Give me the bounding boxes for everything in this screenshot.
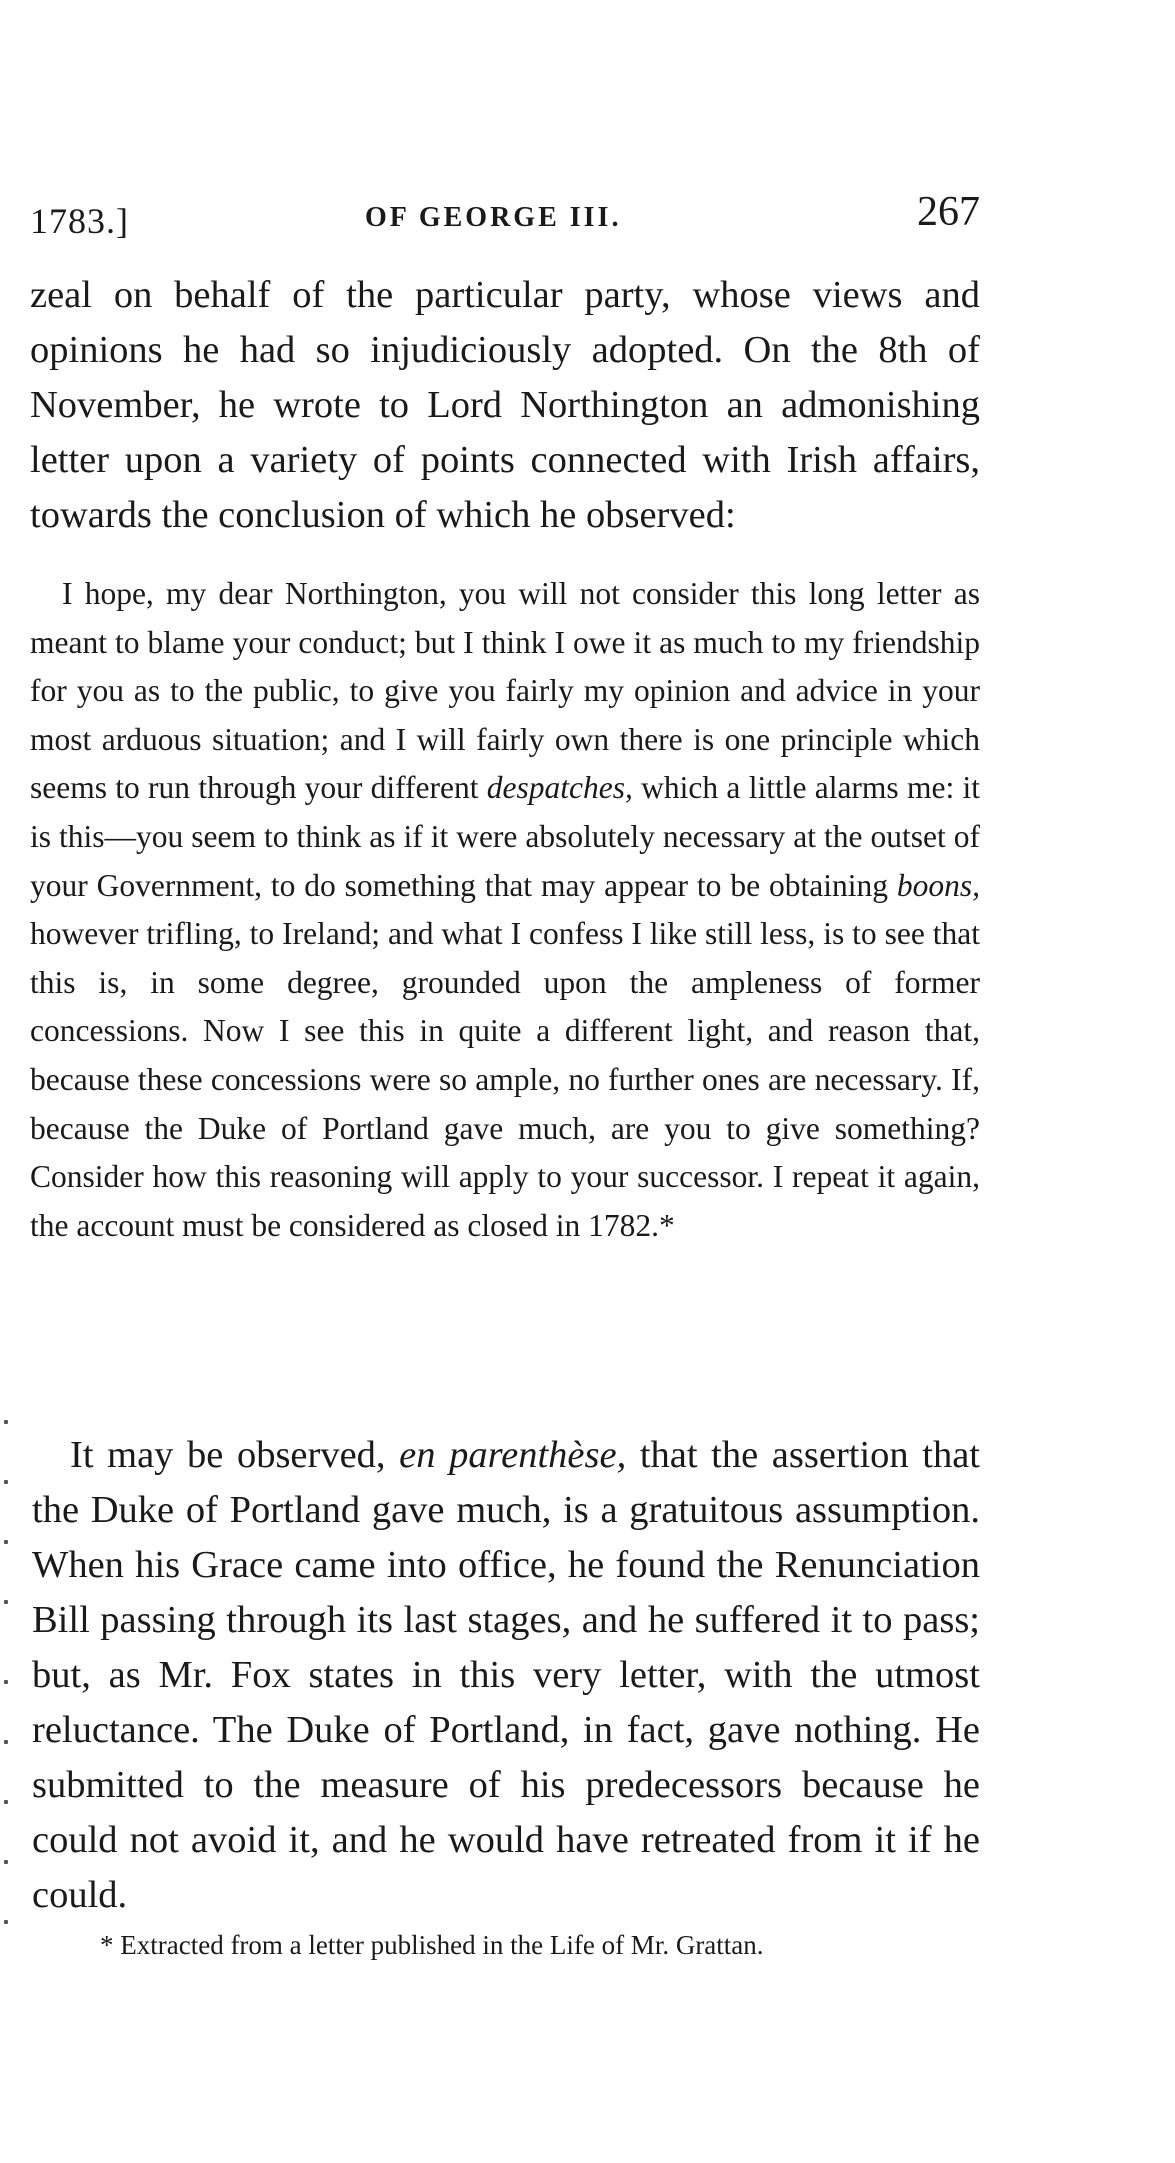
gutter-scan-marks — [0, 1380, 20, 1940]
scan-mark — [4, 1680, 8, 1684]
running-head-year: 1783.] — [30, 201, 129, 241]
scan-mark — [4, 1740, 8, 1744]
paragraph-2-text-1: It may be observed, — [70, 1434, 400, 1476]
quote-emphasis-despatches: despatches, — [486, 770, 633, 806]
scan-mark — [4, 1600, 8, 1604]
paragraph-1: zeal on behalf of the particular party, whose views and opinions he had so injudiciously adopted. On the 8th of November, he wrote to Lord Northington an admonishing letter upon a variety of points connected with Irish affairs, towards the conclusion of which he observed: — [30, 274, 980, 536]
block-quote — [30, 570, 980, 1250]
paragraph-2-emphasis: en parenthèse, — [399, 1434, 627, 1476]
quote-text-2: which a little alarms me: it is this—you seem to think as if it were absolutely necessary at the outset of your Government, to do something that may appear to be obtaining — [30, 770, 980, 903]
page-number: 267 — [917, 189, 980, 235]
paragraph-2-text-2: that the assertion that the Duke of Portland gave much, is a gratuitous assumption. When his Grace came into office, he found the Renunciation Bill passing through its last stages, and he suffered it to pass; but, as Mr. Fox states in this very letter, with the utmost reluctance. The Duke of Portland, in fact, gave nothing. He submitted to the measure of his predecessors because he could not avoid it, and he would have retreated from it if he could. — [32, 1434, 980, 1916]
scan-mark — [4, 1480, 8, 1484]
running-head — [30, 188, 980, 241]
scan-mark — [4, 1860, 8, 1864]
quote-emphasis-boons: boons, — [896, 867, 980, 903]
scan-mark — [4, 1420, 8, 1424]
scan-mark — [4, 1920, 8, 1924]
footnote: * Extracted from a letter published in the Life of Mr. Grattan. — [100, 1930, 764, 1960]
paragraph-2 — [32, 1428, 980, 1923]
running-head-title: OF GEORGE III. — [365, 202, 622, 233]
scan-mark — [4, 1540, 8, 1544]
scan-mark — [4, 1800, 8, 1804]
quote-text-3: however trifling, to Ireland; and what I confess I like still less, is to see that this is, in some degree, grounded upon the ampleness of former concessions. Now I see this in quite a different light, and reason that, because these concessions were so ample, no further ones are necessary. If, because the Duke of Portland gave much, are you to give something? Consider how this reasoning will apply to your successor. I repeat it again, the account must be considered as closed in 1782.* — [30, 916, 980, 1243]
quote-text-1: I hope, my dear Northington, you will not consider this long letter as meant to blame your conduct; but I think I owe it as much to my friendship for you as to the public, to give you fairly my opinion and advice in your most arduous situation; and I will fairly own there is one principle which seems to run through your different — [30, 576, 980, 806]
